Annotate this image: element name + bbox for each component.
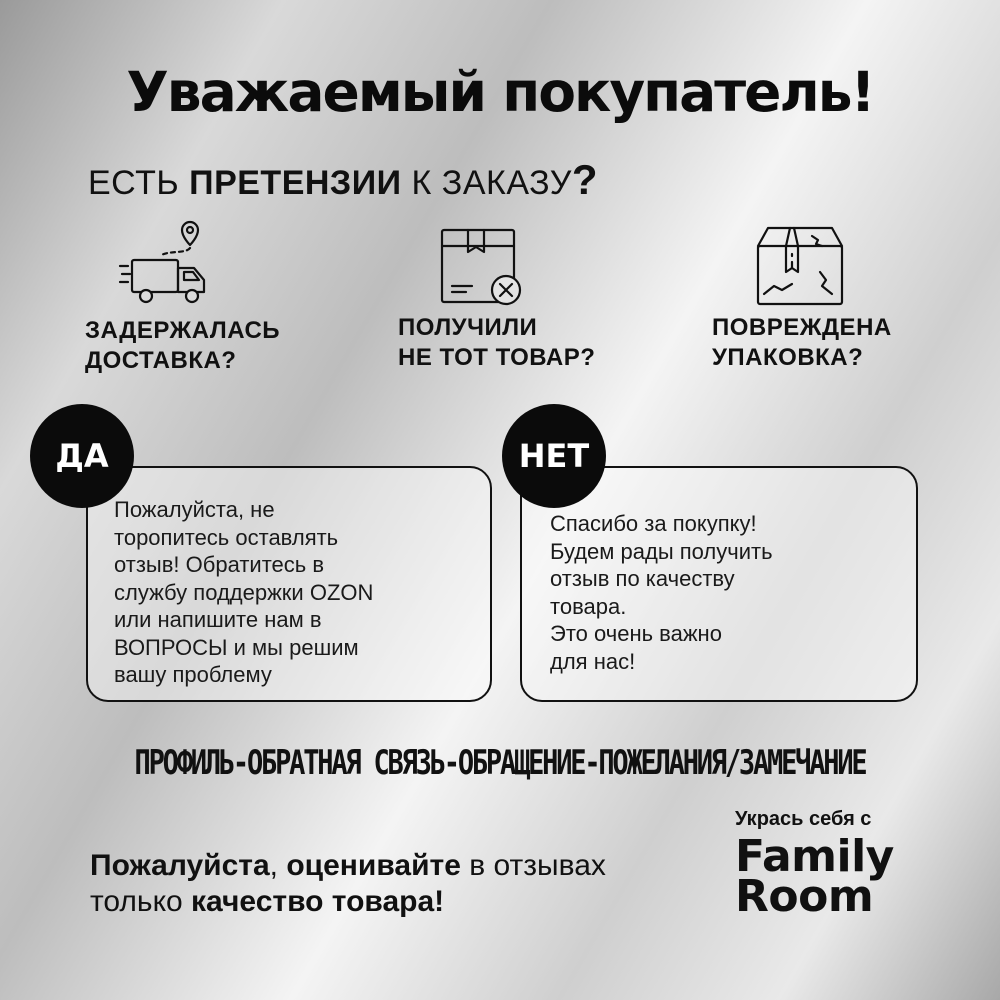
brand-tagline: Укрась себя с: [735, 808, 872, 830]
yes-line: ВОПРОСЫ и мы решим: [114, 634, 359, 660]
subtitle-text-2: К ЗАКАЗУ: [401, 164, 572, 202]
issue-label-line: ПОВРЕЖДЕНА: [712, 314, 892, 341]
yes-box: [86, 466, 492, 702]
no-line: Это очень важно: [550, 621, 722, 646]
issue-label-line: ДОСТАВКА?: [85, 347, 237, 374]
yes-badge: ДА: [30, 404, 134, 508]
brand-name-line-1: Family: [735, 831, 894, 882]
rate-bold: качество товара!: [191, 885, 445, 918]
no-line: отзыв по качеству: [550, 566, 735, 591]
issue-label-wrong-item: [398, 313, 595, 373]
page-title: Уважаемый покупатель!: [126, 60, 874, 124]
no-line: для нас!: [550, 648, 636, 674]
damaged-box-icon: [754, 222, 850, 317]
rate-bold: Пожалуйста: [90, 849, 270, 882]
no-line: Будем рады получить: [550, 538, 773, 564]
issue-label-line: УПАКОВКА?: [712, 344, 864, 371]
rate-text: в отзывах: [460, 849, 606, 882]
wrong-box-icon: [438, 222, 534, 317]
yes-line: службу поддержки OZON: [114, 579, 374, 605]
delivery-truck-icon: [118, 218, 214, 313]
brand-name-line-2: Room: [735, 871, 874, 922]
no-box: [520, 466, 918, 702]
subtitle-text-1: ЕСТЬ: [88, 164, 190, 202]
no-line: товара.: [550, 593, 627, 619]
issue-label-damaged: [712, 313, 892, 373]
subtitle: [88, 158, 598, 205]
rate-bold: оценивайте: [286, 849, 461, 882]
issue-label-line: ЗАДЕРЖАЛАСЬ: [85, 317, 281, 344]
yes-line: Пожалуйста, не: [114, 497, 275, 522]
issue-label-line: НЕ ТОТ ТОВАР?: [398, 344, 596, 371]
yes-line: вашу проблему: [114, 662, 272, 687]
question-mark: ?: [571, 156, 599, 203]
no-box-text: [550, 510, 773, 675]
issue-label-line: ПОЛУЧИЛИ: [398, 314, 538, 341]
yes-line: торопитесь оставлять: [114, 524, 339, 550]
subtitle-bold: ПРЕТЕНЗИИ: [189, 164, 402, 202]
yes-line: отзыв! Обратитесь в: [114, 552, 325, 577]
yes-line: или напишите нам в: [114, 607, 322, 632]
no-badge: НЕТ: [502, 404, 606, 508]
rate-text: только: [90, 885, 192, 918]
feedback-path: ПРОФИЛЬ-ОБРАТНАЯ СВЯЗЬ-ОБРАЩЕНИЕ-ПОЖЕЛАНИЯ/ЗАМЕЧАНИЕ: [134, 744, 866, 783]
rate-text: ,: [269, 849, 287, 882]
yes-box-text: [114, 496, 373, 689]
no-line: Спасибо за покупку!: [550, 511, 757, 536]
issue-label-delivery: [85, 316, 280, 376]
rate-line-1: [90, 846, 606, 886]
rate-line-2: [90, 882, 444, 922]
